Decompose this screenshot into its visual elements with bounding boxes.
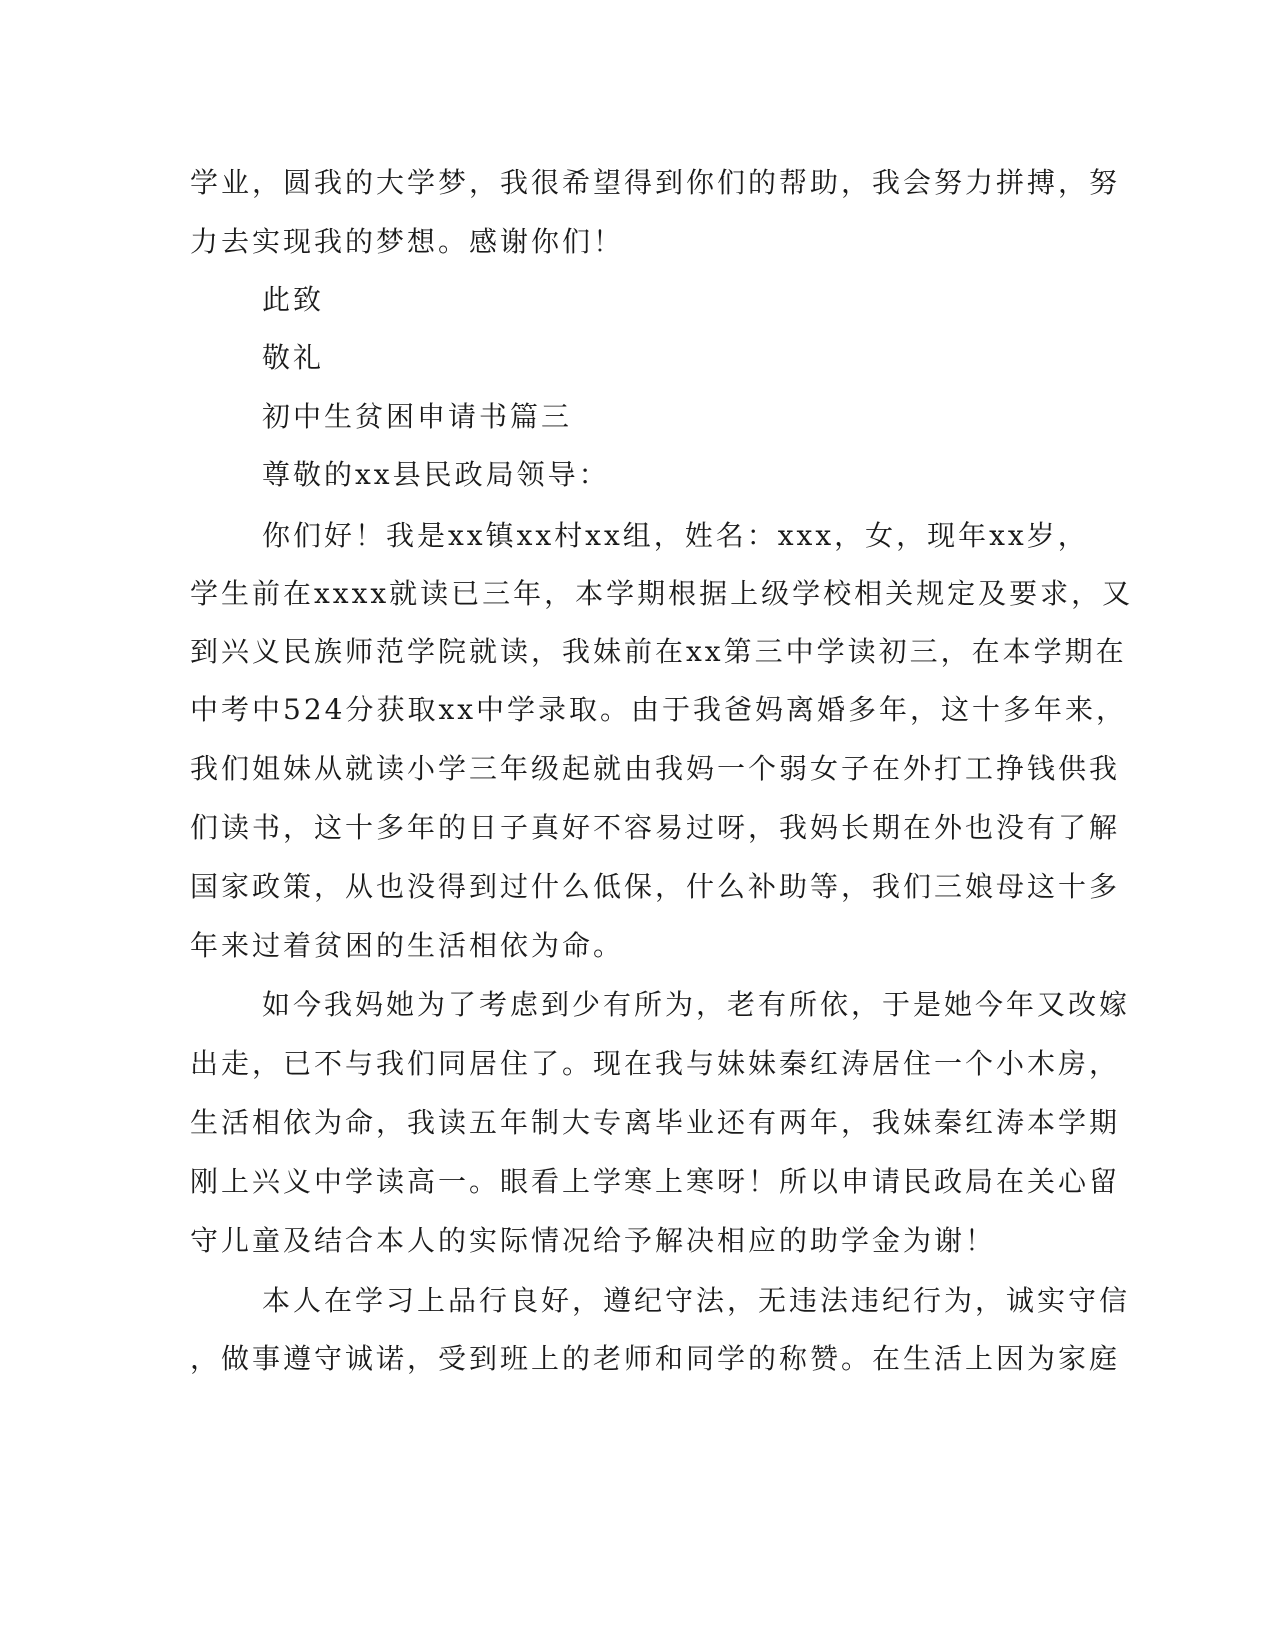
paragraph-line: 本人在学习上品行良好，遵纪守法，无违法违纪行为，诚实守信 bbox=[262, 1284, 1131, 1317]
paragraph-line: 学生前在xxxx就读已三年，本学期根据上级学校相关规定及要求，又 bbox=[190, 577, 1134, 610]
paragraph-line: 守儿童及结合本人的实际情况给予解决相应的助学金为谢！ bbox=[190, 1224, 997, 1257]
paragraph-line: 生活相依为命，我读五年制大专离毕业还有两年，我妹秦红涛本学期 bbox=[190, 1106, 1121, 1139]
paragraph-line: 到兴义民族师范学院就读，我妹前在xx第三中学读初三，在本学期在 bbox=[190, 635, 1127, 668]
closing-salutation: 此致 bbox=[262, 283, 325, 316]
paragraph-line: 国家政策，从也没得到过什么低保，什么补助等，我们三娘母这十多 bbox=[190, 870, 1121, 903]
paragraph-line: 学业，圆我的大学梦，我很希望得到你们的帮助，我会努力拼搏，努 bbox=[190, 166, 1121, 199]
paragraph-line: 如今我妈她为了考虑到少有所为，老有所依，于是她今年又改嫁 bbox=[262, 988, 1131, 1021]
letter-greeting: 尊敬的xx县民政局领导： bbox=[262, 458, 610, 491]
paragraph-line: 出走，已不与我们同居住了。现在我与妹妹秦红涛居住一个小木房， bbox=[190, 1047, 1121, 1080]
paragraph-line: 中考中524分获取xx中学录取。由于我爸妈离婚多年，这十多年来， bbox=[190, 693, 1128, 726]
paragraph-line: 我们姐妹从就读小学三年级起就由我妈一个弱女子在外打工挣钱供我 bbox=[190, 752, 1121, 785]
paragraph-line: 年来过着贫困的生活相依为命。 bbox=[190, 929, 625, 962]
paragraph-line: 们读书，这十多年的日子真好不容易过呀，我妈长期在外也没有了解 bbox=[190, 811, 1121, 844]
paragraph-line: 力去实现我的梦想。感谢你们！ bbox=[190, 225, 625, 258]
paragraph-line: 你们好！我是xx镇xx村xx组，姓名：xxx，女，现年xx岁， bbox=[262, 519, 1089, 552]
paragraph-line: 刚上兴义中学读高一。眼看上学寒上寒呀！所以申请民政局在关心留 bbox=[190, 1165, 1121, 1198]
paragraph-line: ，做事遵守诚诺，受到班上的老师和同学的称赞。在生活上因为家庭 bbox=[190, 1342, 1121, 1375]
closing-respect: 敬礼 bbox=[262, 341, 325, 374]
section-title: 初中生贫困申请书篇三 bbox=[262, 400, 573, 433]
